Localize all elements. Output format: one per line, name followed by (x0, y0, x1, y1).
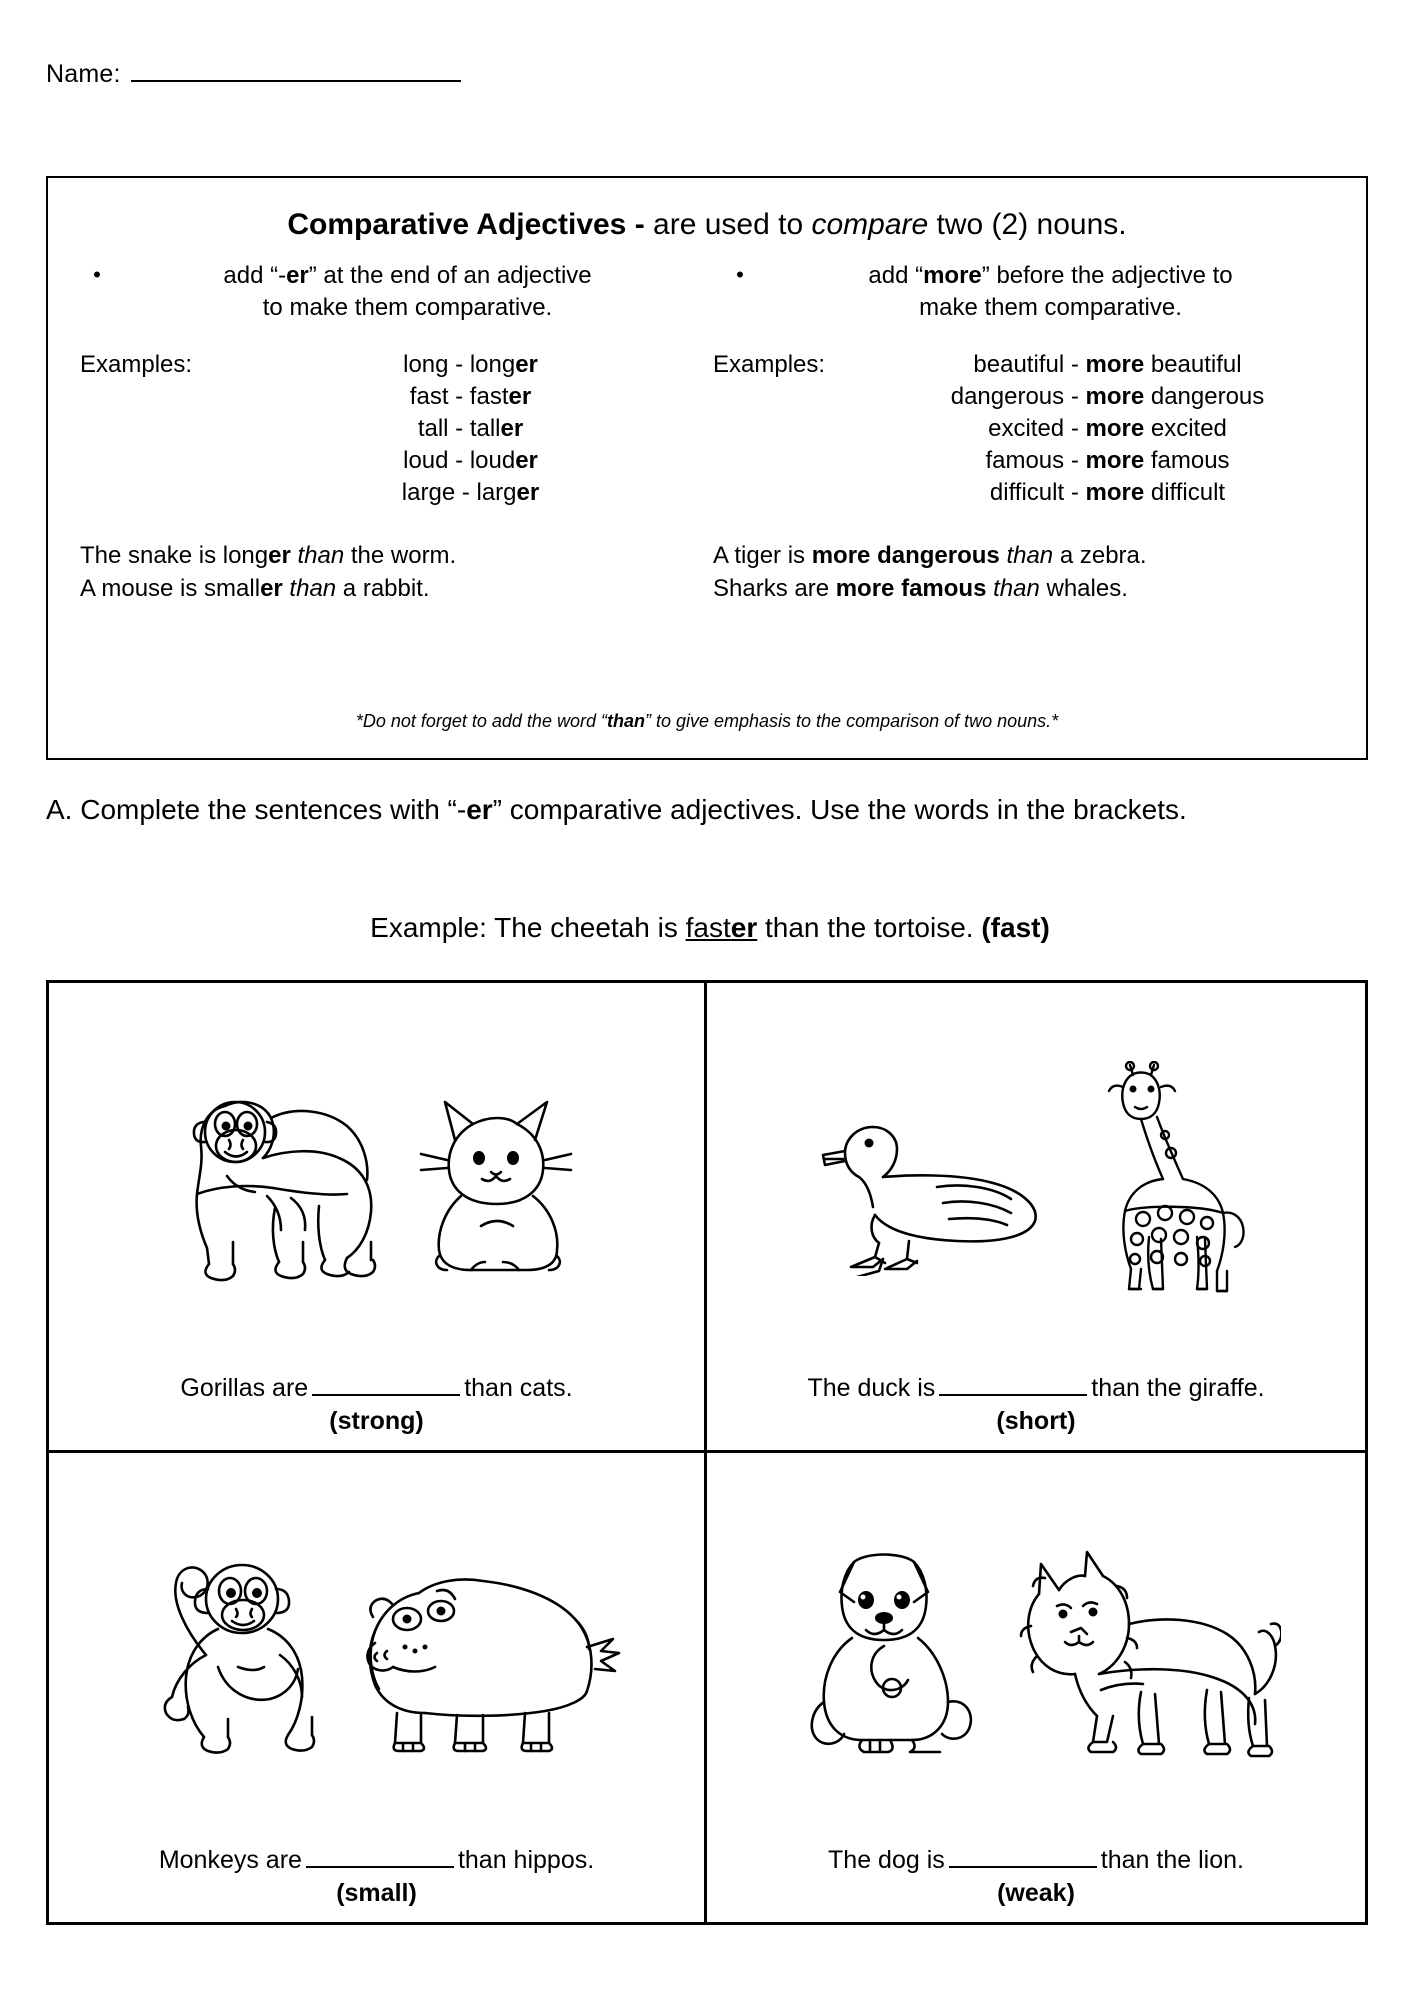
example-suffix: er (500, 415, 524, 443)
info-title-rest-1: are used to (644, 208, 812, 241)
example-suffix: er (515, 447, 538, 475)
info-column-more (707, 260, 1340, 605)
example-pre: beautiful - (973, 351, 1086, 379)
sample-sentences-more (713, 539, 1334, 605)
rule-more-pre: add “ (868, 262, 924, 289)
name-input-blank[interactable] (131, 58, 461, 82)
example-base: loud - loud (403, 447, 516, 475)
info-column-er (74, 260, 707, 605)
examples-label-er: Examples: (80, 351, 193, 379)
example-item (240, 477, 701, 509)
instruction-post: ” comparative adjectives. Use the words in the brackets. (492, 794, 1187, 825)
example-post: difficult (1144, 478, 1226, 506)
bullet-dot-icon: • (93, 262, 101, 287)
example-bold: more (1085, 351, 1145, 379)
sentence-part: A mouse is small (80, 574, 261, 602)
name-row (46, 58, 461, 89)
example-suffix: er (515, 351, 538, 379)
examples-list-er (240, 349, 701, 509)
illustration-group (721, 993, 1351, 1374)
example-item (240, 349, 701, 381)
sample-sentence (713, 539, 1334, 572)
example-item (881, 445, 1334, 477)
illustration-group (721, 1463, 1351, 1847)
sample-sentences-er (80, 539, 701, 605)
example-bold: more (1085, 447, 1145, 475)
rule-er-post: ” at the end of an adjective (308, 262, 592, 289)
sentence-before-blank: The duck is (807, 1373, 936, 1402)
examples-label-more: Examples: (713, 351, 826, 379)
example-line (46, 912, 1374, 944)
example-item (240, 413, 701, 445)
sentence-after-blank: than hippos. (457, 1846, 595, 1874)
example-underline-normal: fast (685, 912, 731, 943)
footnote-pre: *Do not forget to add the word “ (355, 711, 607, 731)
rule-bullet-more-text (767, 260, 1334, 323)
info-title-italic: compare (811, 208, 929, 241)
sentence-bold: more dangerous (811, 541, 1000, 569)
example-pre: Example: The cheetah is (370, 912, 686, 943)
rule-bullet-more (713, 260, 1334, 323)
info-box-footnote (48, 711, 1366, 732)
info-title-bold: Comparative Adjectives - (287, 208, 645, 241)
exercise-cell-monkeys-hippos[interactable] (49, 1453, 707, 1923)
info-columns (74, 260, 1340, 605)
example-item (240, 381, 701, 413)
sentence-before-blank: Monkeys are (158, 1846, 302, 1874)
sentence-part: The snake is long (80, 541, 269, 569)
example-item (240, 445, 701, 477)
answer-blank[interactable] (312, 1376, 460, 1396)
name-label: Name: (46, 60, 121, 88)
example-item (881, 381, 1334, 413)
footnote-bold: than (606, 711, 645, 731)
example-base: long - long (403, 351, 516, 379)
example-item (881, 413, 1334, 445)
example-post: beautiful (1144, 351, 1242, 379)
example-suffix: er (516, 478, 540, 506)
lion-icon (1001, 1542, 1281, 1767)
monkey-icon (130, 1547, 335, 1762)
sentence-part: A tiger is (713, 541, 812, 569)
sample-sentence (80, 539, 701, 572)
example-base: fast - fast (409, 383, 509, 411)
footnote-post: ” to give emphasis to the comparison of two nouns.* (644, 711, 1059, 731)
example-pre: dangerous - (950, 383, 1086, 411)
exercise-cell-dog-lion[interactable] (707, 1453, 1365, 1923)
example-post: famous (1144, 447, 1230, 475)
exercise-grid (46, 980, 1368, 1925)
example-post: excited (1144, 415, 1227, 443)
sentence-before-blank: The dog is (828, 1846, 945, 1874)
instruction-bold: er (466, 794, 493, 825)
example-item (881, 477, 1334, 509)
exercise-sentence (721, 1846, 1351, 1875)
example-bracket-word: (fast) (981, 912, 1050, 943)
illustration-group (63, 1463, 690, 1847)
exercise-sentence (63, 1374, 690, 1403)
instruction-pre: A. Complete the sentences with “- (46, 794, 467, 825)
bullet-dot-icon: • (736, 262, 744, 287)
gorilla-icon (167, 1076, 397, 1291)
sentence-italic: than (993, 574, 1040, 602)
sentence-italic: than (289, 574, 337, 602)
exercise-cell-duck-giraffe[interactable] (707, 983, 1365, 1453)
example-underline-bold: er (730, 912, 758, 943)
dog-icon (792, 1542, 987, 1767)
example-pre: difficult - (989, 478, 1086, 506)
answer-blank[interactable] (306, 1848, 454, 1868)
examples-block-more (713, 349, 1334, 509)
illustration-group (63, 993, 690, 1374)
exercise-hint-word: (strong) (329, 1406, 424, 1435)
rule-er-line2: to make them comparative. (262, 293, 553, 321)
sentence-part: Sharks are (713, 574, 836, 602)
sentence-italic: than (297, 541, 345, 569)
info-title-rest-2: two (2) nouns. (928, 208, 1127, 241)
exercise-hint-word: (small) (336, 1879, 417, 1907)
example-bold: more (1085, 383, 1145, 411)
example-base: large - larg (401, 478, 517, 506)
sentence-after-blank: than the giraffe. (1091, 1373, 1265, 1402)
sentence-part: whales. (1039, 574, 1128, 602)
example-bold: more (1085, 478, 1145, 506)
sample-sentence (713, 572, 1334, 605)
exercise-cell-gorillas-cats[interactable] (49, 983, 707, 1453)
sentence-italic: than (1006, 541, 1054, 569)
example-suffix: er (508, 383, 532, 411)
rule-bullet-er-text (114, 260, 701, 323)
sentence-part: a zebra. (1053, 541, 1147, 569)
sentence-part: a rabbit. (336, 574, 430, 602)
duck-icon (817, 1091, 1057, 1276)
rule-bullet-er (80, 260, 701, 323)
answer-blank[interactable] (939, 1376, 1087, 1396)
example-pre: famous - (985, 447, 1086, 475)
sentence-bold: more famous (835, 574, 987, 602)
rule-more-post: ” before the adjective to (981, 262, 1233, 289)
sentence-bold: er (260, 574, 283, 602)
answer-blank[interactable] (949, 1848, 1097, 1868)
exercise-sentence (63, 1846, 690, 1875)
sentence-part: the worm. (344, 541, 457, 569)
sentence-bold: er (268, 541, 291, 569)
example-bold: more (1085, 415, 1145, 443)
rule-more-bold: more (923, 262, 982, 289)
examples-block-er (80, 349, 701, 509)
rule-er-bold: er (286, 262, 309, 289)
example-post: dangerous (1144, 383, 1265, 411)
sample-sentence (80, 572, 701, 605)
example-underlined (686, 912, 758, 943)
exercise-hint-word: (short) (996, 1406, 1076, 1435)
example-base: tall - tall (417, 415, 501, 443)
info-box-title (74, 208, 1340, 242)
exercise-sentence (721, 1374, 1351, 1403)
giraffe-icon (1071, 1061, 1256, 1306)
exercise-hint-word: (weak) (997, 1879, 1075, 1907)
instruction-section-a (46, 790, 1374, 830)
sentence-before-blank: Gorillas are (180, 1373, 309, 1402)
example-mid: than the tortoise. (757, 912, 982, 943)
examples-list-more (881, 349, 1334, 509)
hippo-icon (349, 1547, 624, 1762)
rule-er-pre: add “- (223, 262, 287, 289)
info-box (46, 176, 1368, 760)
rule-more-line2: make them comparative. (919, 293, 1182, 321)
example-pre: excited - (988, 415, 1086, 443)
cat-icon (411, 1086, 586, 1281)
sentence-after-blank: than cats. (464, 1373, 573, 1402)
sentence-after-blank: than the lion. (1100, 1846, 1244, 1874)
example-item (881, 349, 1334, 381)
